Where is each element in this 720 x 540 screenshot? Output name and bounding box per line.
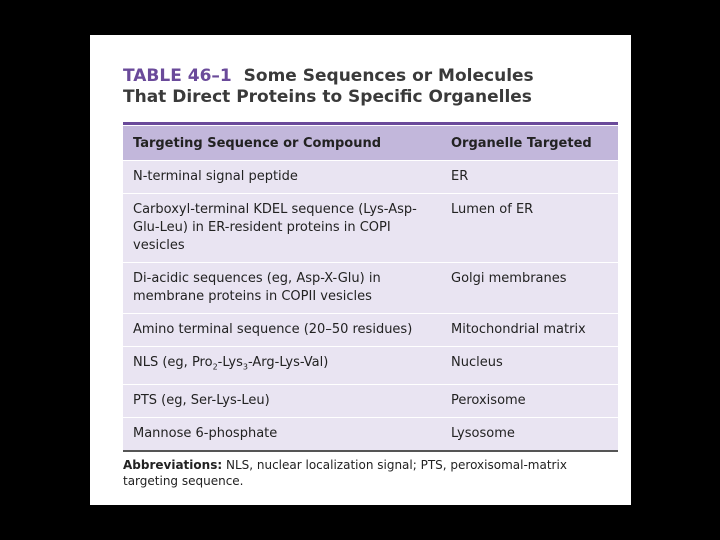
table-row [123,262,618,313]
table-row [123,193,618,262]
cell-organelle: Lysosome [451,425,515,441]
cell-organelle: Mitochondrial matrix [451,322,586,337]
cell-sequence [123,347,441,384]
table-number: TABLE 46–1 [123,66,232,86]
header-organelle-targeted: Organelle Targeted [451,135,592,151]
cell-organelle: Nucleus [451,355,503,370]
table-row [123,313,618,346]
table-row [123,384,618,417]
cell-sequence: PTS (eg, Ser-Lys-Leu) [133,392,270,408]
abbreviations-text: NLS, nuclear localization signal; PTS, peroxisomal-matrix targeting sequence. [123,458,567,488]
subscript: 2 [212,362,218,372]
cell-sequence: Carboxyl-terminal KDEL sequence (Lys-Asp-Glu-Leu) in ER-resident proteins in COPI vesicles [133,202,417,253]
abbreviations-label: Abbreviations: [123,458,223,472]
seq-text: NLS (eg, Pro [133,355,213,370]
subscript: 3 [242,362,248,372]
table-row [123,417,618,450]
cell-sequence: N-terminal signal peptide [133,169,298,184]
title-line-2: That Direct Proteins to Specific Organelles [123,87,532,107]
abbreviations-note [123,457,613,489]
table-row [123,160,618,193]
cell-sequence: Di-acidic sequences (eg, Asp-X-Glu) in membrane proteins in COPII vesicles [133,271,381,304]
table-card [90,35,631,505]
cell-organelle: ER [451,169,469,184]
table-row [123,346,618,384]
title-line-1: Some Sequences or Molecules [243,66,534,86]
table-header-row [123,125,618,160]
seq-text: -Arg-Lys-Val) [247,355,329,370]
header-targeting-sequence: Targeting Sequence or Compound [133,135,382,151]
cell-organelle: Peroxisome [451,392,526,408]
cell-sequence: Mannose 6-phosphate [133,425,278,441]
cell-organelle: Lumen of ER [451,202,534,217]
cell-sequence: Amino terminal sequence (20–50 residues) [133,322,413,337]
cell-organelle: Golgi membranes [451,271,567,286]
seq-text: -Lys [217,355,243,370]
targeting-table [123,122,618,452]
table-title [123,66,623,108]
table-bottom-rule [123,450,618,452]
